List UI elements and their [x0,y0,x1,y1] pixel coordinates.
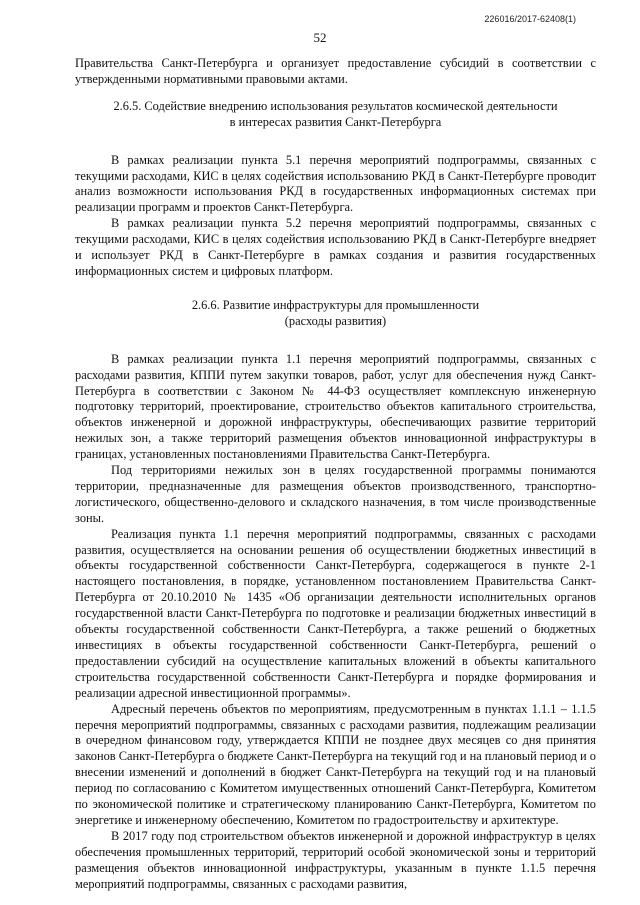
paragraph: В рамках реализации пункта 5.2 перечня мероприятий подпрограммы, связанных с текущими расходами, КИС в целях содействия использованию РКД в Санкт-Петербурге внедряет и использует РКД в Санкт-Петербурге в рамках создания и развития государственных информационных систем и цифровых платформ. [75,216,596,278]
paragraph: В рамках реализации пункта 1.1 перечня мероприятий подпрограммы, связанных с расходами развития, КППИ путем закупки товаров, работ, услуг для обеспечения нужд Санкт-Петербурга в соответствии с Законом № 44-ФЗ осуществляет комплексную инженерную подготовку территорий, проектирование, строительство объектов капитального строительства, объектов инженерной и дорожной инфраструктуры, обеспечивающих развитие территорий нежилых зон, а также территорий размещения объектов инновационной инфраструктуры в границах, установленных постановлениями Правительства Санкт-Петербурга. [75,351,596,462]
section-heading-line2: (расходы развития) [284,313,387,328]
section-heading-line1: 2.6.5. Содействие внедрению использования результатов космической деятельности [113,98,558,113]
section-body [75,352,596,893]
page-content [75,56,596,893]
intro-paragraph: Правительства Санкт-Петербурга и организует предоставление субсидий в соответствии с утвержденными нормативными правовыми актами. [75,56,596,86]
paragraph: Адресный перечень объектов по мероприятиям, предусмотренным в пунктах 1.1.1 – 1.1.5 перечня мероприятий подпрограммы, связанных с расходами развития, подлежащим реализации в очередном финансовом году, утверждается КППИ не позднее двух месяцев со дня принятия законов Санкт-Петербурга о бюджете Санкт-Петербурга на текущий год и на плановый период и о внесении изменений и дополнений в бюджет Санкт-Петербурга на текущий год и на плановый период по согласованию с Комитетом имущественных отношений Санкт-Петербурга, Комитетом по экономической политике и стратегическому планированию Санкт-Петербурга, Комитетом по энергетике и инженерному обеспечению, Комитетом по градостроительству и архитектуре. [75,701,596,827]
section-2-6-6 [75,298,596,893]
section-2-6-5 [75,99,596,280]
paragraph: Реализация пункта 1.1 перечня мероприятий подпрограммы, связанных с расходами развития, осуществляется на основании решения об осуществлении бюджетных инвестиций в объекты государственной собственности Санкт-Петербурга, содержащегося в пункте 2-1 настоящего постановления, в порядке, установленном постановлением Правительства Санкт-Петербурга от 20.10.2010 № 1435 «Об организации деятельности исполнительных органов государственной власти Санкт-Петербурга по подготовке и реализации бюджетных инвестиций в объекты государственной собственности Санкт-Петербурга, а также решений о бюджетных инвестициях в объекты государственной собственности Санкт-Петербурга, решений о предоставлении субсидий на осуществление капитальных вложений в объекты капитального строительства государственной собственности Санкт-Петербурга и порядке формирования и реализации адресной инвестиционной программы». [75,526,596,700]
document-id: 226016/2017-62408(1) [484,14,576,24]
section-heading-line2: в интересах развития Санкт-Петербурга [229,114,442,129]
paragraph: Под территориями нежилых зон в целях государственной программы понимаются территории, предназначенные для размещения объектов производственного, транспортно-логистического, общественно-делового и складского назначения, в том числе производственные зоны. [75,463,596,525]
section-body [75,153,596,280]
paragraph: В 2017 году под строительством объектов инженерной и дорожной инфраструктур в целях обеспечения промышленных территорий, территорий особой экономической зоны и территорий размещения объектов инновационной инфраструктуры, указанным в пункте 1.1.5 перечня мероприятий подпрограммы, связанных с расходами развития, [75,828,596,891]
page-number: 52 [313,30,327,45]
paragraph: В рамках реализации пункта 5.1 перечня мероприятий подпрограммы, связанных с текущими расходами, КИС в целях содействия использованию РКД в Санкт-Петербурге проводит анализ возможности использования РКД в государственных информационных системах при реализации программ и проектов Санкт-Петербурга. [75,152,596,215]
section-heading-line1: 2.6.6. Развитие инфраструктуры для промышленности [191,297,480,312]
